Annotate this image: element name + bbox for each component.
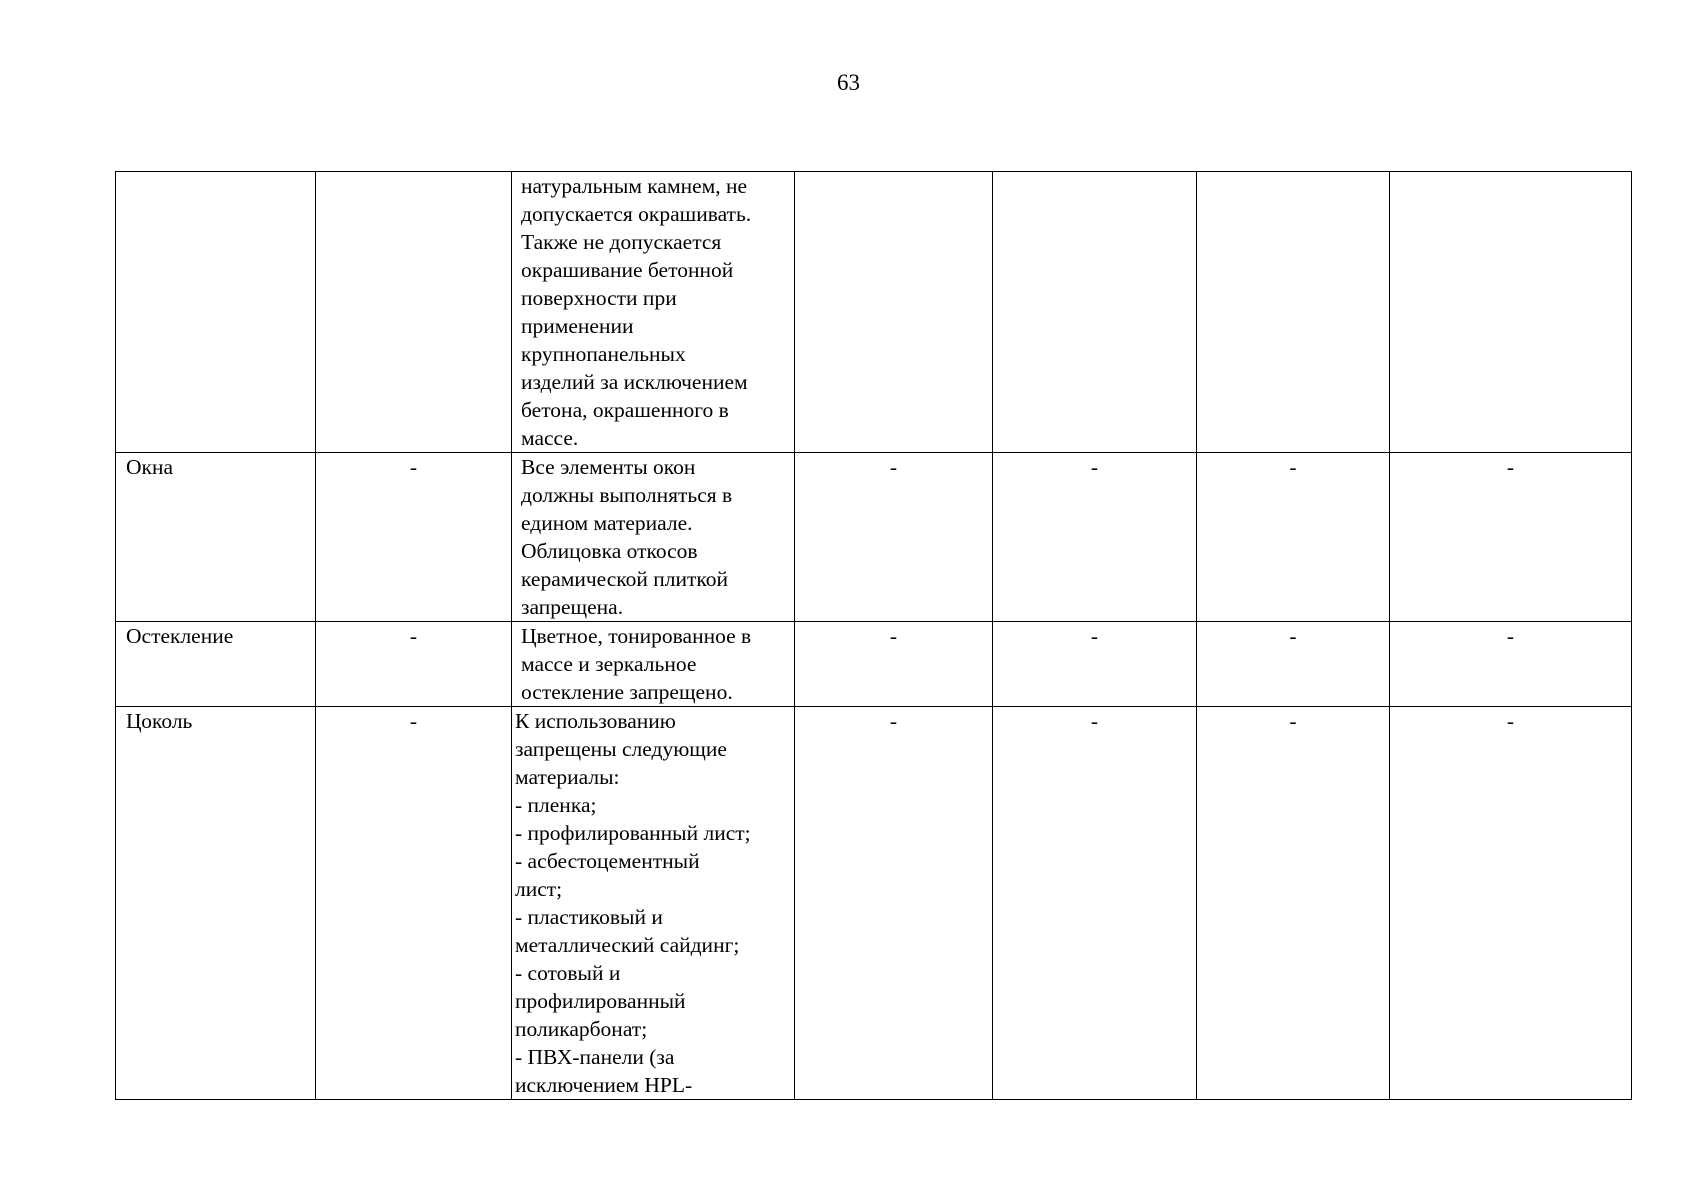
table-cell: - — [1390, 707, 1632, 1100]
table-cell — [993, 172, 1197, 453]
table-cell: - — [1390, 453, 1632, 622]
table-cell: - — [1197, 622, 1390, 707]
element-cell: Цоколь — [116, 707, 316, 1100]
element-cell: Остекление — [116, 622, 316, 707]
table-cell: - — [1197, 707, 1390, 1100]
table-row — [116, 172, 1632, 453]
table-cell: - — [316, 707, 512, 1100]
description-cell: К использованию запрещены следующие материалы: - пленка; - профилированный лист; - асбестоцементный лист; - пластиковый и металлический сайдинг; - сотовый и профилированный поликарбонат; - ПВХ-панели (за исключением HPL- — [512, 707, 795, 1100]
element-cell: Окна — [116, 453, 316, 622]
description-cell: Цветное, тонированное в массе и зеркальное остекление запрещено. — [512, 622, 795, 707]
table-cell — [1197, 172, 1390, 453]
page-number: 63 — [837, 70, 860, 95]
description-cell: натуральным камнем, не допускается окрашивать. Также не допускается окрашивание бетонной поверхности при применении крупнопанельных изделий за исключением бетона, окрашенного в массе. — [512, 172, 795, 453]
table-row — [116, 453, 1632, 622]
table-cell: - — [1197, 453, 1390, 622]
table-cell: - — [316, 622, 512, 707]
table-cell: - — [795, 453, 993, 622]
table-cell: - — [795, 707, 993, 1100]
table-cell: - — [1390, 622, 1632, 707]
table-row — [116, 622, 1632, 707]
description-cell: Все элементы окон должны выполняться в едином материале. Облицовка откосов керамической плиткой запрещена. — [512, 453, 795, 622]
table-cell: - — [316, 453, 512, 622]
table-row — [116, 707, 1632, 1100]
element-cell — [116, 172, 316, 453]
table-cell — [316, 172, 512, 453]
table-cell: - — [993, 707, 1197, 1100]
table-cell: - — [993, 622, 1197, 707]
table-cell: - — [993, 453, 1197, 622]
table-cell — [1390, 172, 1632, 453]
requirements-table — [115, 171, 1632, 1100]
table-cell: - — [795, 622, 993, 707]
table-cell — [795, 172, 993, 453]
